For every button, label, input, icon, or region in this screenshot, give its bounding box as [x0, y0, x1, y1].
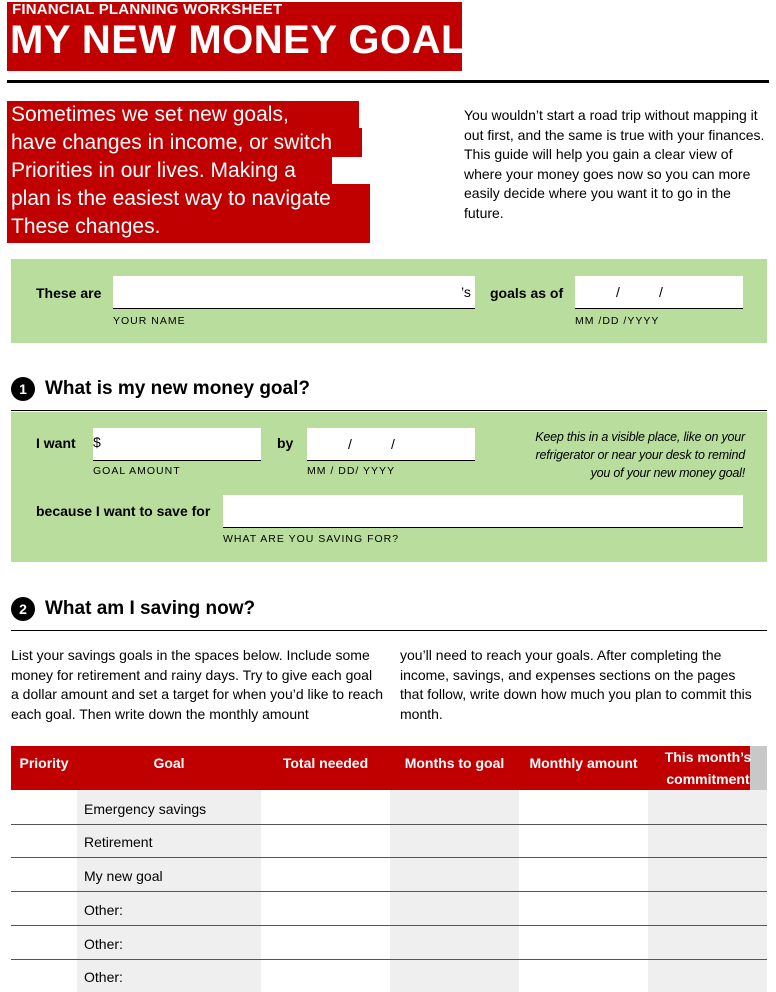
col-header-goal: Goal	[153, 755, 185, 771]
col-header-line: This month’s	[664, 749, 752, 765]
goal-amount-input[interactable]	[93, 428, 261, 461]
table-row: Other:	[84, 969, 123, 985]
col-header-total-needed: Total needed	[282, 755, 369, 771]
dollar-sign: $	[93, 434, 101, 450]
intro-text-line: These changes.	[11, 215, 161, 238]
col-header-this-months-commitment	[648, 746, 768, 790]
by-label: by	[277, 435, 294, 451]
i-want-label: I want	[36, 435, 76, 451]
intro-text-line: Priorities in our lives. Making a	[11, 159, 296, 182]
date-caption: MM /DD /YYYY	[575, 315, 660, 327]
saving-for-caption: WHAT ARE YOU SAVING FOR?	[223, 533, 400, 545]
reminder-note-line: you of your new money goal!	[590, 466, 745, 480]
table-row: Retirement	[84, 834, 153, 850]
worksheet-subtitle: FINANCIAL PLANNING WORKSHEET	[12, 1, 283, 18]
goals-as-of-label: goals as of	[490, 285, 564, 301]
date-separator: /	[659, 284, 663, 300]
goal-amount-caption: GOAL AMOUNT	[93, 465, 181, 477]
because-label: because I want to save for	[36, 503, 211, 519]
name-caption: YOUR NAME	[113, 315, 186, 327]
table-row: Other:	[84, 902, 123, 918]
instructions-left: List your savings goals in the spaces below. Include some money for retirement and rainy days. Try to give each goal a dollar amount and set a target for when you’d like to reach each goal. Then write down the monthly amount	[11, 647, 383, 722]
table-row: My new goal	[84, 868, 163, 884]
section-2-rule	[11, 630, 767, 631]
reminder-note-line: Keep this in a visible place, like on your	[535, 430, 745, 444]
table-row: Other:	[84, 936, 123, 952]
col-header-months-to-goal: Months to goal	[404, 755, 505, 771]
col-header-monthly-amount: Monthly amount	[529, 755, 638, 771]
these-are-label: These are	[36, 285, 102, 301]
section-number-2: 2	[11, 597, 35, 621]
reminder-note	[495, 428, 745, 482]
row-divider	[11, 857, 767, 858]
name-input[interactable]	[113, 276, 475, 309]
section-1-title: What is my new money goal?	[45, 378, 310, 399]
row-divider	[11, 824, 767, 825]
intro-text-line: plan is the easiest way to navigate	[11, 187, 331, 210]
date-separator: /	[616, 284, 620, 300]
intro-text-line: have changes in income, or switch	[11, 131, 332, 154]
row-divider	[11, 959, 767, 960]
date-separator: /	[391, 436, 395, 452]
intro-description: You wouldn’t start a road trip without mapping it out first, and the same is true with your finances. This guide will help you gain a clear view of where your money goes now so you can more easily decide where you want it to go in the future.	[464, 107, 765, 221]
saving-for-input[interactable]	[223, 495, 743, 528]
intro-text-line: Sometimes we set new goals,	[11, 103, 289, 126]
target-date-caption: MM / DD/ YYYY	[307, 465, 396, 477]
date-separator: /	[348, 436, 352, 452]
instructions-right: you’ll need to reach your goals. After completing the income, savings, and expenses sections on the pages that follow, write down how much you plan to commit this month.	[400, 647, 752, 722]
possessive-suffix: ’s	[461, 284, 471, 300]
reminder-note-line: refrigerator or near your desk to remind	[535, 448, 745, 462]
row-divider	[11, 891, 767, 892]
section-2-title: What am I saving now?	[45, 598, 256, 619]
section-1-rule	[11, 410, 767, 411]
col-header-line: commitment	[666, 771, 750, 787]
section-number-1: 1	[11, 377, 35, 401]
header-rule	[7, 80, 769, 83]
row-divider	[11, 925, 767, 926]
table-row: Emergency savings	[84, 801, 207, 817]
page-title: MY NEW MONEY GOAL	[10, 18, 466, 62]
col-header-priority: Priority	[19, 755, 69, 771]
